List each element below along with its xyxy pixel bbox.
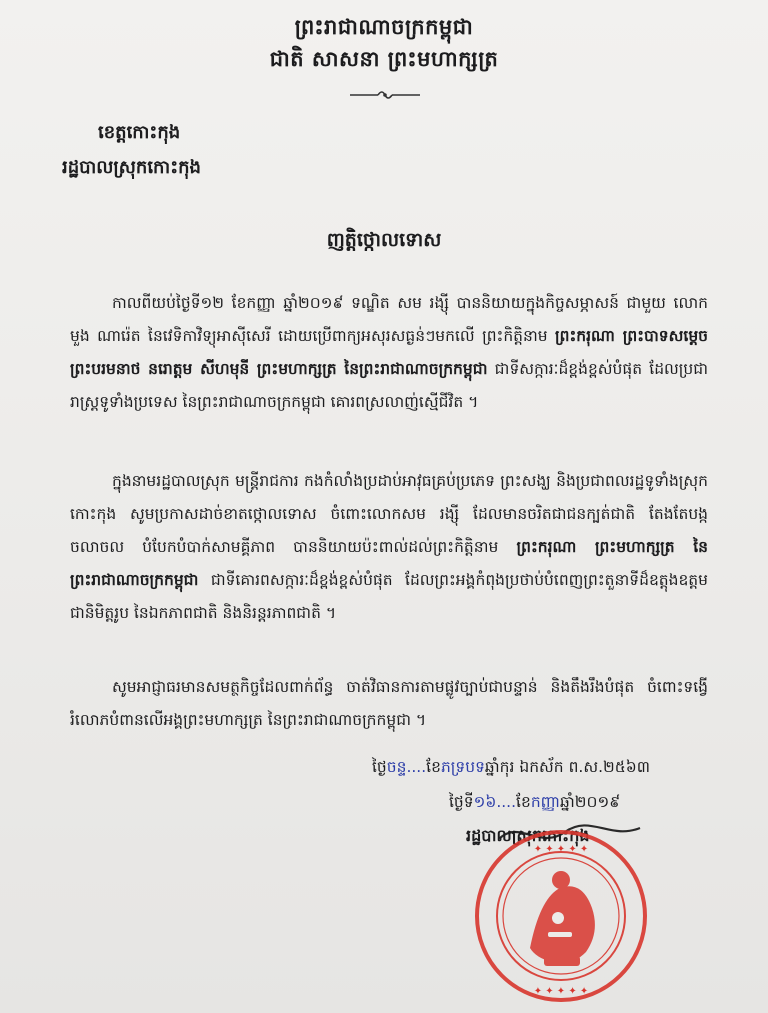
paragraph-1-royal-title: ព្រះករុណា ព្រះបាទសម្តេចព្រះបរមនាថ នរោត្តម សីហមុនី ព្រះមហាក្សត្រ នៃព្រះរាជាណាចក្រកម្ពុជា [70,327,708,378]
lunar-date-month-prefix: ខែ [426,758,441,776]
paragraph-2 [70,465,708,630]
solar-day-handwritten: ១៦ [473,793,497,811]
paragraph-1-text-end: ជាទីសក្ការៈដ៏ខ្ពង់ខ្ពស់បំផុត ដែលប្រជារាស្ត្រទូទាំងប្រទេស នៃព្រះរាជាណាចក្រកម្ពុជា គោរពស្រលាញ់ស្មើជីវិត ។ [70,360,708,411]
signing-office: រដ្ឋបាលស្រុកកោះកុង [466,826,590,845]
solar-date-month-prefix: ខែ [516,793,531,811]
paragraph-1-text: កាលពីយប់ថ្ងៃទី១២ ខែកញ្ញា ឆ្នាំ២០១៩ ទណ្ឌិត សម រង្ស៊ី បាននិយាយក្នុងកិច្ចសម្ភាសន៍ ជាមួយ លោក មួង ណារ៉េត នៃវេទិកាវិទ្យុអាស៊ីសេរី ដោយប្រើពាក្យអសុរសធ្ងន់ៗមកលើ ព្រះកិត្តិនាម [70,294,708,345]
province-name: ខេត្តកោះកុង [98,122,181,143]
paragraph-2-text-end: ជាទីគោរពសក្ការៈដ៏ខ្ពង់ខ្ពស់បំផុត ដែលព្រះអង្គកំពុងប្រថាប់បំពេញព្រះតួនាទីដ៏ឧត្តុងឧត្តម ជានិមិត្តរូប នៃឯកភាពជាតិ និងនិរន្តរភាពជាតិ ។ [70,571,708,622]
svg-text:✦ ✦ ✦ ✦ ✦: ✦ ✦ ✦ ✦ ✦ [533,844,589,855]
district-administration: រដ្ឋបាលស្រុកកោះកុង [62,157,201,178]
paragraph-2-royal-title: ព្រះករុណា ព្រះមហាក្សត្រ នៃព្រះរាជាណាចក្រកម្ពុជា [70,538,708,589]
paragraph-2-text: ក្នុងនាមរដ្ឋបាលស្រុក មន្ត្រីរាជការ កងកំលាំងប្រដាប់អាវុធគ្រប់ប្រភេទ ព្រះសង្ឃ និងប្រជាពលរដ្ឋទូទាំងស្រុកកោះកុង សូមប្រកាសដាច់ខាតថ្កោលទោស ចំពោះលោកសម រង្ស៊ី ដែលមានចរិតជាជនក្បត់ជាតិ តែងតែបង្កចលាចល បំបែកបំបាក់សាមគ្គីភាព បាននិយាយប៉ះពាល់ដល់ព្រះកិត្តិនាម [70,472,708,556]
kingdom-header: ព្រះរាជាណាចក្រកម្ពុជា [294,15,474,39]
national-motto: ជាតិ សាសនា ព្រះមហាក្សត្រ [269,47,499,71]
lunar-day-handwritten: ចន្ទ [386,758,407,776]
paragraph-3: សូមអាជ្ញាធរមានសមត្ថកិច្ចដែលពាក់ព័ន្ធ ចាត់វិធានការតាមផ្លូវច្បាប់ជាបន្ទាន់ និងតឹងរឹងបំផុត ចំពោះទង្វើ រំលោភបំពានលើអង្គព្រះមហាក្សត្រ នៃព្រះរាជាណាចក្រកម្ពុជា ។ [70,678,708,729]
solar-date-prefix: ថ្ងៃទី [449,793,474,811]
lunar-date-prefix: ថ្ងៃ [372,758,387,776]
official-seal-icon [470,828,652,1004]
document-title: ញត្តិថ្កោលទោស [326,229,442,251]
ornament-divider [348,88,422,102]
paragraph-1 [70,287,708,419]
lunar-month-handwritten: ភទ្របទ [440,758,485,776]
solar-month-handwritten: កញ្ញា [530,793,561,811]
solar-date: ថ្ងៃទី១៦....ខែកញ្ញាឆ្នាំ២០១៩ [449,793,621,811]
svg-text:✦ ✦ ✦ ✦ ✦: ✦ ✦ ✦ ✦ ✦ [533,986,589,997]
lunar-date: ថ្ងៃចន្ទ....ខែភទ្របទឆ្នាំកុរ ឯកស័ក ព.ស.២៥៦៣ [372,758,650,776]
solar-date-year: ឆ្នាំ២០១៩ [560,793,621,811]
lunar-date-year: ឆ្នាំកុរ ឯកស័ក ព.ស.២៥៦៣ [484,758,650,776]
